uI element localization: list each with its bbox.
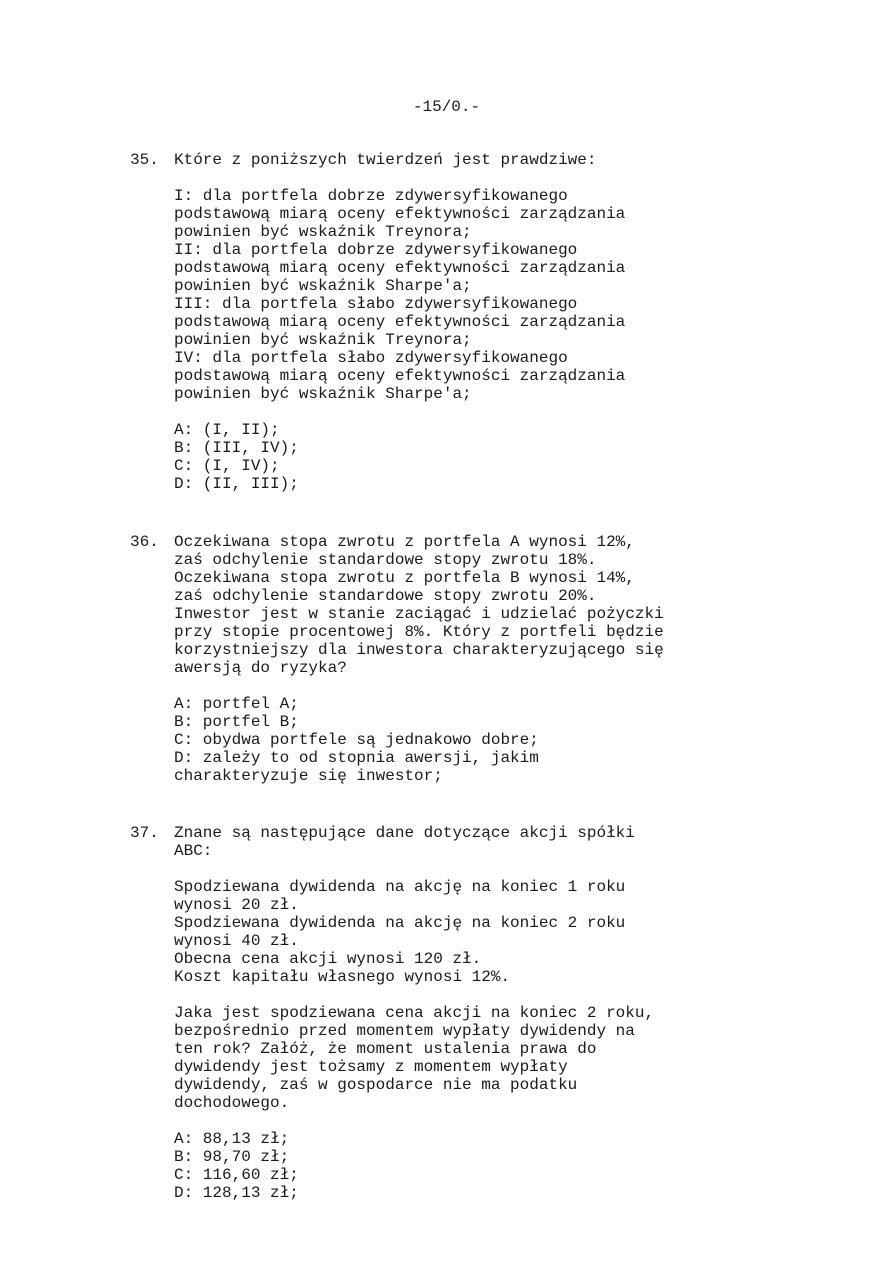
- statement-line: podstawową miarą oceny efektywności zarządzania: [174, 205, 626, 223]
- question-stem-line: Oczekiwana stopa zwrotu z portfela A wynosi 12%,: [174, 533, 635, 551]
- data-line: wynosi 20 zł.: [174, 896, 299, 914]
- answer-option-b: B: portfel B;: [174, 713, 299, 731]
- statement-line: powinien być wskaźnik Sharpe'a;: [174, 385, 472, 403]
- answer-options: [174, 1130, 794, 1202]
- question-number: 37.: [130, 824, 159, 842]
- answer-options: [174, 421, 794, 493]
- answer-option-a: A: portfel A;: [174, 695, 299, 713]
- statement-line: III: dla portfela słabo zdywersyfikowanego: [174, 295, 578, 313]
- statement-line: II: dla portfela dobrze zdywersyfikowanego: [174, 241, 578, 259]
- data-line: Koszt kapitału własnego wynosi 12%.: [174, 968, 511, 986]
- answer-option-a: A: 88,13 zł;: [174, 1130, 290, 1148]
- question-line: dywidendy, zaś w gospodarce nie ma podatku: [174, 1076, 578, 1094]
- statement-line: podstawową miarą oceny efektywności zarządzania: [174, 259, 626, 277]
- question-stem-line: przy stopie procentowej 8%. Który z portfeli będzie: [174, 623, 664, 641]
- question-stem-line: Inwestor jest w stanie zaciągać i udzielać pożyczki: [174, 605, 664, 623]
- page-number: -15/0.-: [412, 98, 481, 116]
- question-line: bezpośrednio przed momentem wypłaty dywidendy na: [174, 1022, 635, 1040]
- data-line: Spodziewana dywidenda na akcję na koniec 1 roku: [174, 878, 626, 896]
- statement-list: [174, 187, 794, 403]
- answer-option-c: C: obydwa portfele są jednakowo dobre;: [174, 731, 539, 749]
- question-line: Jaka jest spodziewana cena akcji na koniec 2 roku,: [174, 1004, 655, 1022]
- data-line: Spodziewana dywidenda na akcję na koniec 2 roku: [174, 914, 626, 932]
- statement-line: IV: dla portfela słabo zdywersyfikowanego: [174, 349, 568, 367]
- answer-option-d: D: (II, III);: [174, 475, 299, 493]
- question-stem-line: zaś odchylenie standardowe stopy zwrotu 20%.: [174, 587, 597, 605]
- question-number: 36.: [130, 533, 159, 551]
- given-data: [174, 878, 794, 986]
- answer-option-c: C: (I, IV);: [174, 457, 280, 475]
- question-stem-line: awersją do ryzyka?: [174, 659, 347, 677]
- statement-line: powinien być wskaźnik Treynora;: [174, 223, 472, 241]
- statement-line: I: dla portfela dobrze zdywersyfikowanego: [174, 187, 568, 205]
- answer-option-d-continued: charakteryzuje się inwestor;: [174, 767, 443, 785]
- answer-option-b: B: 98,70 zł;: [174, 1148, 290, 1166]
- answer-options: [174, 695, 794, 785]
- question-stem-line: zaś odchylenie standardowe stopy zwrotu 18%.: [174, 551, 597, 569]
- answer-option-d: D: zależy to od stopnia awersji, jakim: [174, 749, 539, 767]
- answer-option-c: C: 116,60 zł;: [174, 1166, 299, 1184]
- statement-line: powinien być wskaźnik Sharpe'a;: [174, 277, 472, 295]
- answer-option-b: B: (III, IV);: [174, 439, 299, 457]
- question-text: [174, 1004, 794, 1112]
- statement-line: podstawową miarą oceny efektywności zarządzania: [174, 367, 626, 385]
- question-body: [174, 824, 794, 1202]
- question-line: dywidendy jest tożsamy z momentem wypłaty: [174, 1058, 568, 1076]
- question-stem-line: Oczekiwana stopa zwrotu z portfela B wynosi 14%,: [174, 569, 635, 587]
- question-stem-line: Które z poniższych twierdzeń jest prawdziwe:: [174, 151, 597, 169]
- answer-option-a: A: (I, II);: [174, 421, 280, 439]
- answer-option-d: D: 128,13 zł;: [174, 1184, 299, 1202]
- question-body: [174, 533, 794, 785]
- question-number: 35.: [130, 151, 159, 169]
- statement-line: powinien być wskaźnik Treynora;: [174, 331, 472, 349]
- question-line: dochodowego.: [174, 1094, 290, 1112]
- question-body: [174, 151, 794, 493]
- statement-line: podstawową miarą oceny efektywności zarządzania: [174, 313, 626, 331]
- data-line: Obecna cena akcji wynosi 120 zł.: [174, 950, 482, 968]
- question-line: ten rok? Załóż, że moment ustalenia prawa do: [174, 1040, 597, 1058]
- question-stem-line: korzystniejszy dla inwestora charakteryzującego się: [174, 641, 664, 659]
- question-stem-line: Znane są następujące dane dotyczące akcji spółki: [174, 824, 635, 842]
- question-stem-line: ABC:: [174, 842, 213, 860]
- data-line: wynosi 40 zł.: [174, 932, 299, 950]
